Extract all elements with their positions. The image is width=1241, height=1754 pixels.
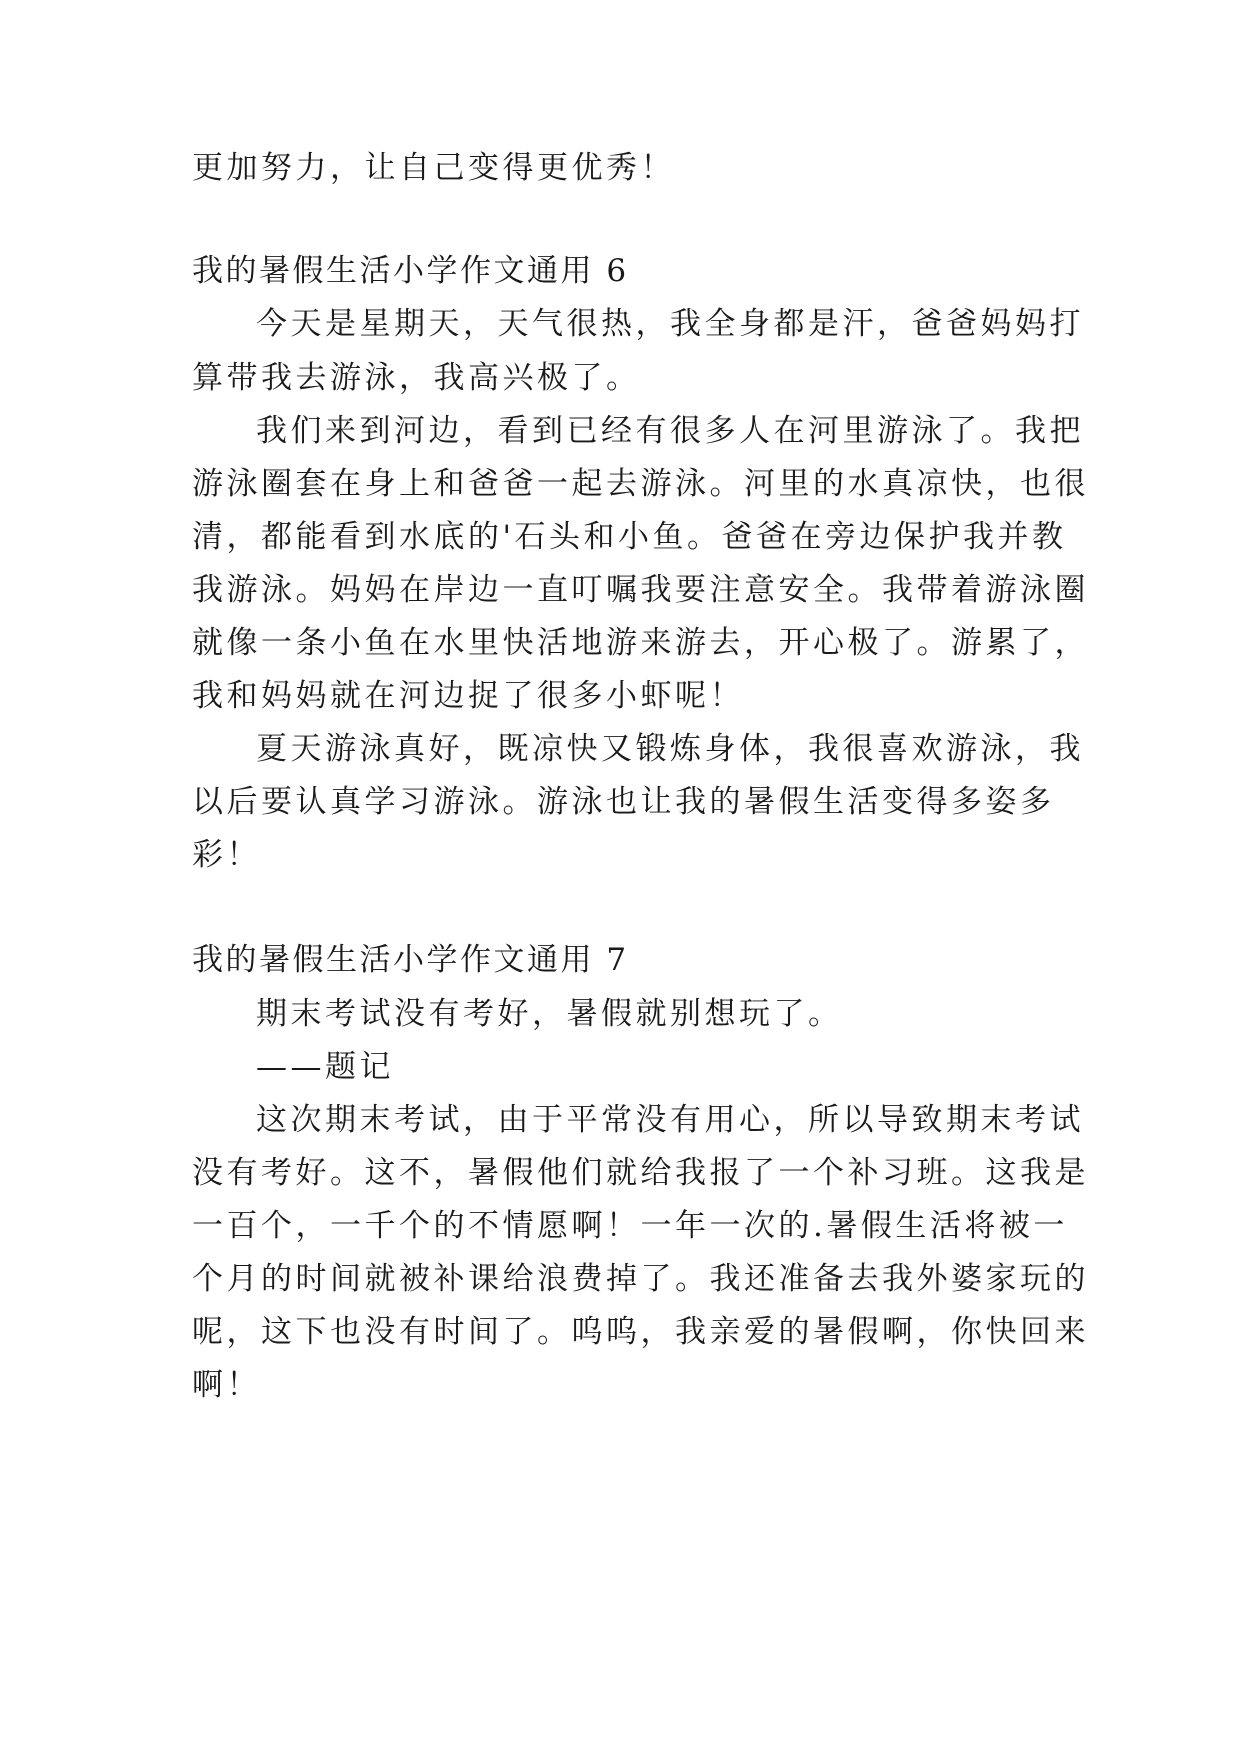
paragraph-line: 呢，这下也没有时间了。呜呜，我亲爱的暑假啊，你快回来	[192, 1314, 1089, 1350]
paragraph-line: 算带我去游泳，我高兴极了。	[192, 360, 641, 396]
paragraph-line: 个月的时间就被补课给浪费掉了。我还准备去我外婆家玩的	[192, 1261, 1089, 1297]
epigraph-attribution: ——题记	[256, 1049, 394, 1085]
paragraph-line: 以后要认真学习游泳。游泳也让我的暑假生活变得多姿多	[192, 784, 1055, 820]
paragraph-line: 期末考试没有考好，暑假就别想玩了。	[256, 996, 843, 1032]
paragraph-line: 我游泳。妈妈在岸边一直叮嘱我要注意安全。我带着游泳圈	[192, 572, 1089, 608]
section-7-title: 我的暑假生活小学作文通用 7	[192, 942, 629, 978]
paragraph-line: 就像一条小鱼在水里快活地游来游去，开心极了。游累了，	[192, 625, 1089, 661]
paragraph-line: 啊！	[192, 1367, 261, 1403]
paragraph-line: 游泳圈套在身上和爸爸一起去游泳。河里的水真凉快，也很	[192, 466, 1089, 502]
paragraph-line: 没有考好。这不，暑假他们就给我报了一个补习班。这我是	[192, 1155, 1089, 1191]
paragraph-line: 彩！	[192, 837, 261, 873]
intro-line: 更加努力，让自己变得更优秀！	[192, 150, 675, 186]
paragraph-line: 清，都能看到水底的'石头和小鱼。爸爸在旁边保护我并教	[192, 519, 1067, 555]
paragraph-line: 我们来到河边，看到已经有很多人在河里游泳了。我把	[256, 413, 1084, 449]
paragraph-line: 我和妈妈就在河边捉了很多小虾呢！	[192, 678, 744, 714]
paragraph-line: 夏天游泳真好，既凉快又锻炼身体，我很喜欢游泳，我	[256, 731, 1084, 767]
section-6-title: 我的暑假生活小学作文通用 6	[192, 253, 629, 289]
paragraph-line: 这次期末考试，由于平常没有用心，所以导致期末考试	[256, 1102, 1084, 1138]
paragraph-line: 今天是星期天，天气很热，我全身都是汗，爸爸妈妈打	[256, 306, 1084, 342]
paragraph-line: 一百个，一千个的不情愿啊！一年一次的.暑假生活将被一	[192, 1208, 1068, 1244]
